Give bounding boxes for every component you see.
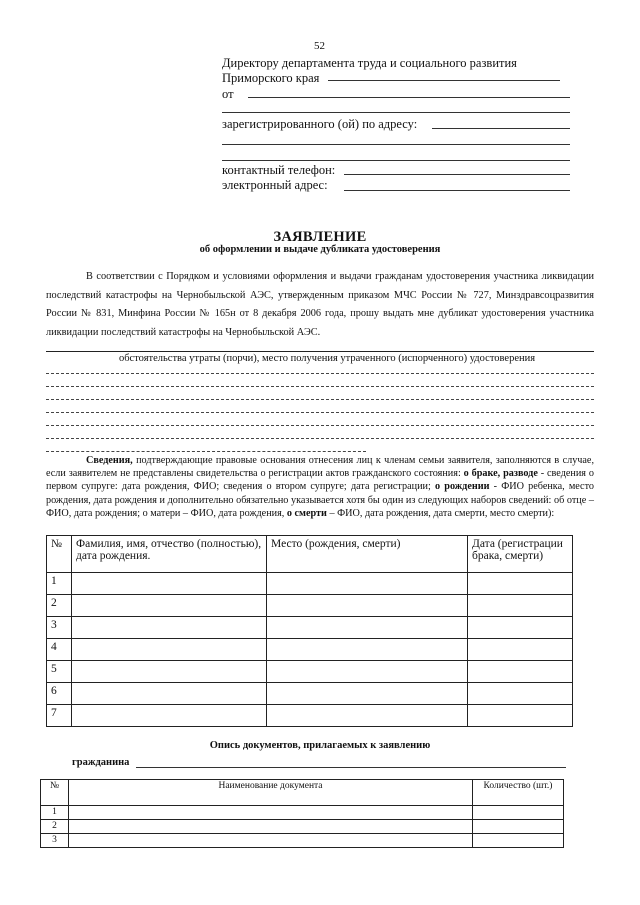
cell[interactable] [267,683,468,705]
cell[interactable] [267,639,468,661]
row-number: 3 [47,617,72,639]
citizen-name-field[interactable] [136,767,566,768]
circumstances-line[interactable] [46,438,594,439]
documents-table [40,779,564,848]
table-row [41,834,564,848]
col-place: Место (рождения, смерти) [267,536,468,573]
region-field[interactable] [328,80,560,81]
cell[interactable] [72,617,267,639]
cell[interactable] [468,683,573,705]
row-number: 5 [47,661,72,683]
info-text-4: – ФИО, дата рождения, дата смерти, место смерти): [326,507,555,519]
circumstances-caption: обстоятельства утраты (порчи), место получения утраченного (испорченного) удостоверения [118,353,536,364]
circumstances-field[interactable] [46,351,594,352]
row-number: 1 [47,573,72,595]
circumstances-line[interactable] [46,399,594,400]
circumstances-line[interactable] [46,373,594,374]
table-header-row [41,780,564,806]
table-row [47,639,573,661]
table-row [47,705,573,727]
row-number: 7 [47,705,72,727]
citizen-label: гражданина [72,757,130,768]
table-row [47,661,573,683]
table-row [47,617,573,639]
info-birth: о рождении [435,481,490,493]
table-header-row [47,536,573,573]
document-title: ЗАЯВЛЕНИЕ [273,229,367,245]
cell[interactable] [473,820,564,834]
page-number: 52 [314,40,325,52]
info-text-3: - ФИО ребенка, место рождения, дата рождения и дополнительно обязательно указывается хотя бы один из следующих наборов сведений: об отце – ФИО, дата рождения; о матери – ФИО, дата рождения, [46,481,594,519]
registered-address-label: зарегистрированного (ой) по адресу: [222,117,418,131]
cell[interactable] [473,806,564,820]
info-text-2: - сведения о первом супруге: дата рождения, ФИО; сведения о втором супруге; дата регистрации; [46,468,594,493]
table-row [47,573,573,595]
cell[interactable] [267,595,468,617]
row-number: 2 [47,595,72,617]
family-members-table [46,535,573,727]
cell[interactable] [267,661,468,683]
circumstances-line[interactable] [46,386,594,387]
cell[interactable] [468,595,573,617]
cell[interactable] [267,573,468,595]
circumstances-line[interactable] [46,425,594,426]
address-field-3[interactable] [222,160,570,161]
email-field[interactable] [344,190,570,191]
address-field[interactable] [432,128,570,129]
info-lead: Сведения, [86,455,133,466]
cell[interactable] [473,834,564,848]
info-marriage: о браке, разводе [463,468,538,480]
col-quantity: Количество (шт.) [473,780,564,806]
phone-label: контактный телефон: [222,163,336,177]
application-text: В соответствии с Порядком и условиями оформления и выдачи гражданам удостоверения участника ликвидации последствий катастрофы на Чернобыльской АЭС, утвержденным приказом МЧС России № 727, Минздравсоцразвития России № 831, Минфина России № 165н от 8 декабря 2006 года, прошу выдать мне дубликат удостоверения участника ликвидации последствий катастрофы на Чернобыльской АЭС. [46,271,594,338]
table-row [47,595,573,617]
row-number: 3 [41,834,69,848]
email-label: электронный адрес: [222,178,328,192]
cell[interactable] [468,573,573,595]
row-number: 4 [47,639,72,661]
cell[interactable] [267,617,468,639]
document-subtitle: об оформлении и выдаче дубликата удостоверения [199,244,441,255]
info-text-1: подтверждающие правовые основания отнесения лиц к членам семьи заявителя, заполняются в случае, если заявителем не представлены свидетельства о регистрации актов гражданского состояния: [46,455,594,480]
family-info-instructions [46,454,594,520]
col-fullname: Фамилия, имя, отчество (полностью), дата рождения. [72,536,267,573]
cell[interactable] [72,683,267,705]
from-label: от [222,87,234,101]
info-death: о смерти [286,507,327,519]
phone-field[interactable] [344,174,570,175]
from-field-2[interactable] [222,112,570,113]
from-field[interactable] [248,97,570,98]
table-row [47,683,573,705]
inventory-title: Опись документов, прилагаемых к заявлению [209,740,431,751]
cell[interactable] [72,705,267,727]
cell[interactable] [69,806,473,820]
address-field-2[interactable] [222,144,570,145]
circumstances-line[interactable] [46,412,594,413]
addressee-line-2: Приморского края [222,71,320,85]
row-number: 2 [41,820,69,834]
table-row [41,806,564,820]
col-number: № [41,780,69,806]
cell[interactable] [72,639,267,661]
cell[interactable] [69,820,473,834]
circumstances-line[interactable] [46,451,366,452]
cell[interactable] [72,661,267,683]
col-number: № [47,536,72,573]
col-document-name: Наименование документа [69,780,473,806]
cell[interactable] [468,639,573,661]
row-number: 6 [47,683,72,705]
addressee-line-1: Директору департамента труда и социального развития [222,56,517,70]
cell[interactable] [468,705,573,727]
cell[interactable] [468,617,573,639]
row-number: 1 [41,806,69,820]
cell[interactable] [267,705,468,727]
col-date: Дата (регистрации брака, смерти) [468,536,573,573]
cell[interactable] [69,834,473,848]
cell[interactable] [468,661,573,683]
cell[interactable] [72,573,267,595]
table-row [41,820,564,834]
cell[interactable] [72,595,267,617]
